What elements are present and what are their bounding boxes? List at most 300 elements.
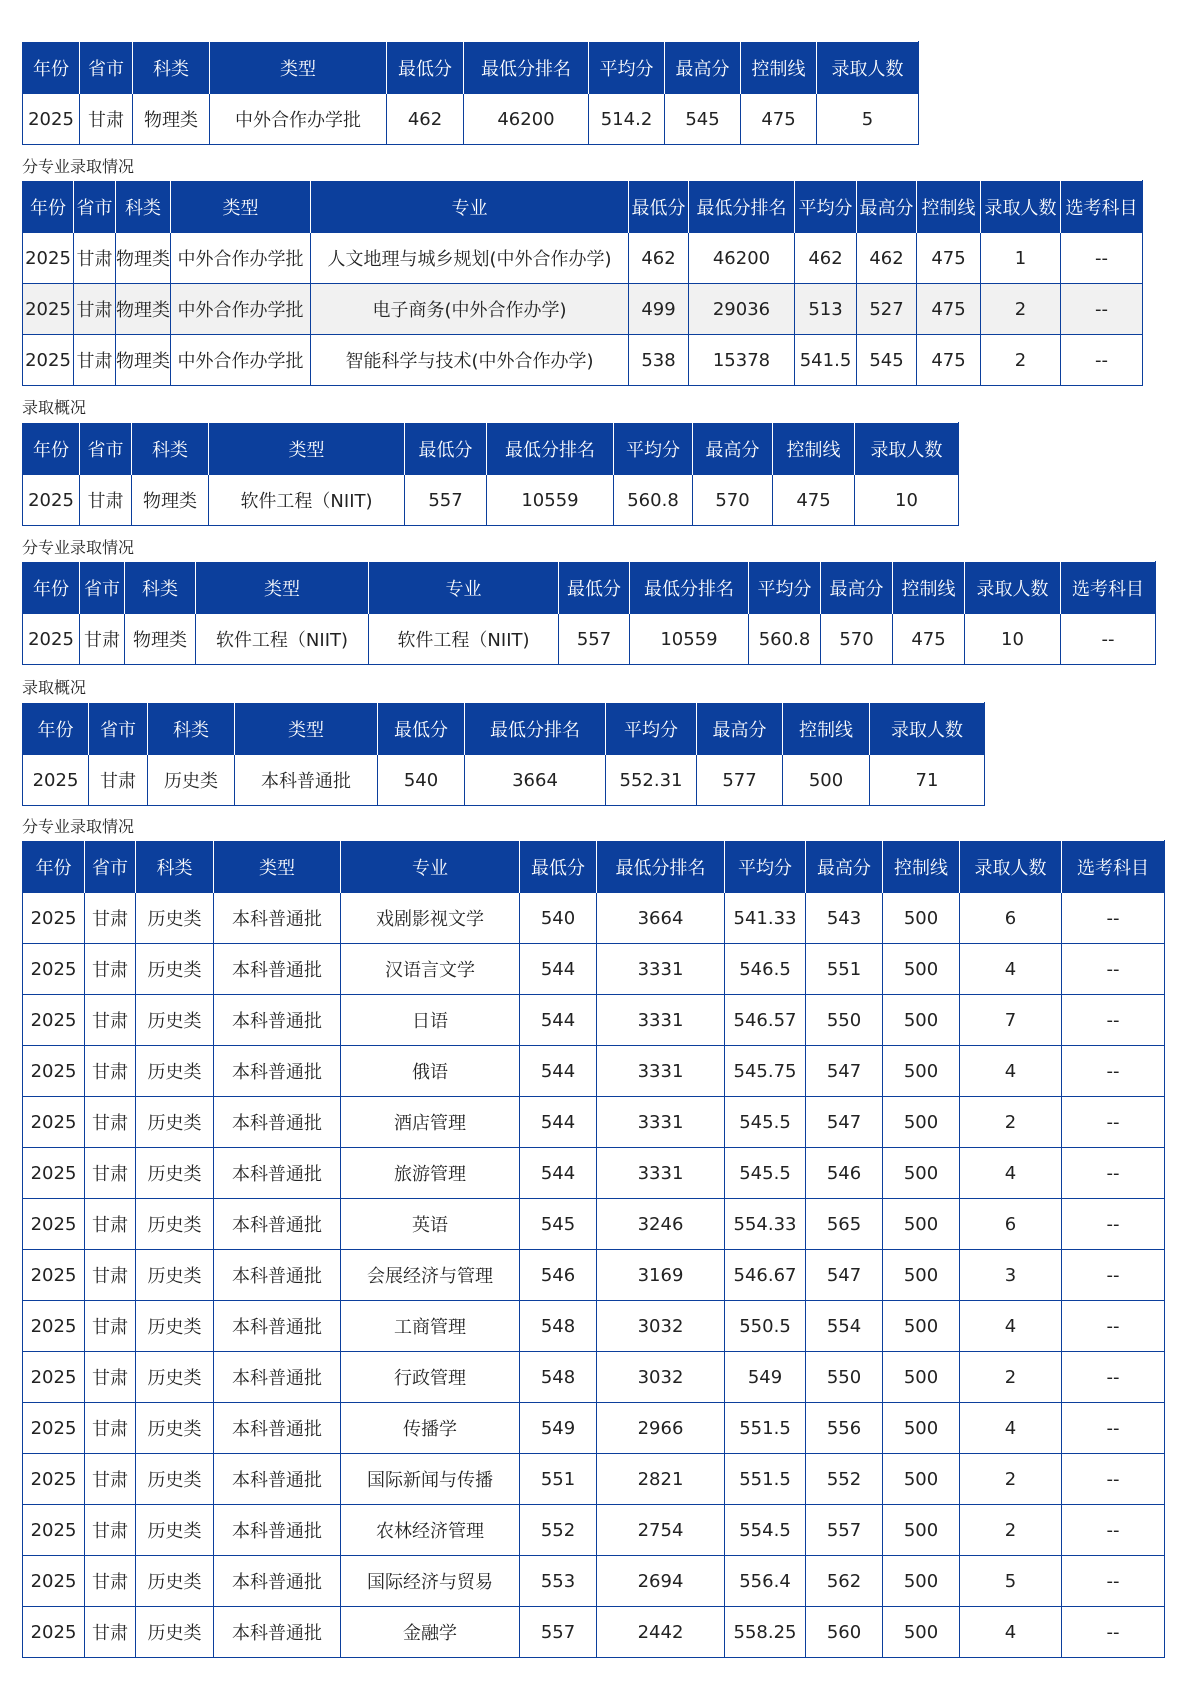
column-header: 最低分排名 [630, 562, 749, 614]
table-cell: 3032 [597, 1352, 725, 1403]
column-header: 平均分 [589, 42, 665, 94]
table-cell: 2025 [23, 944, 85, 995]
column-header: 最低分排名 [465, 703, 606, 755]
column-header: 最高分 [806, 841, 883, 893]
column-header: 专业 [369, 562, 559, 614]
table-cell: 3331 [597, 1046, 725, 1097]
table-cell: 甘肃 [85, 1556, 136, 1607]
table-cell: 546.5 [725, 944, 806, 995]
table-cell: 历史类 [136, 1097, 214, 1148]
column-header: 选考科目 [1061, 181, 1143, 233]
table-cell: 中外合作办学批 [210, 94, 387, 145]
table-cell: 物理类 [132, 475, 209, 526]
table-cell: 546 [520, 1250, 597, 1301]
table-cell: 甘肃 [80, 94, 133, 145]
table-cell: 本科普通批 [214, 1505, 341, 1556]
column-header: 年份 [23, 42, 80, 94]
table-cell: 2025 [23, 1556, 85, 1607]
column-header: 最低分 [629, 181, 689, 233]
column-header: 平均分 [749, 562, 821, 614]
table-cell: 本科普通批 [214, 1097, 341, 1148]
table-cell: 541.33 [725, 893, 806, 944]
table-cell: 本科普通批 [214, 1352, 341, 1403]
table-cell: 甘肃 [85, 1607, 136, 1658]
table-cell: 历史类 [136, 1301, 214, 1352]
table-cell: 2025 [23, 335, 74, 386]
table-cell: -- [1062, 1352, 1165, 1403]
table-cell: 71 [870, 755, 985, 806]
table-cell: 500 [883, 995, 960, 1046]
table-cell: 554.33 [725, 1199, 806, 1250]
column-header: 年份 [23, 562, 80, 614]
table-row [23, 1301, 1165, 1352]
column-header: 控制线 [917, 181, 981, 233]
column-header: 最低分 [520, 841, 597, 893]
table-cell: 本科普通批 [214, 1199, 341, 1250]
column-header: 科类 [125, 562, 196, 614]
table-cell: 6 [960, 893, 1062, 944]
table-cell: 4 [960, 1403, 1062, 1454]
column-header: 类型 [196, 562, 369, 614]
table-row [23, 1352, 1165, 1403]
table-cell: 本科普通批 [214, 1046, 341, 1097]
table-cell: 2025 [23, 94, 80, 145]
table-cell: -- [1062, 1097, 1165, 1148]
table-cell: 527 [857, 284, 917, 335]
table-cell: 10 [855, 475, 959, 526]
table-cell: 本科普通批 [214, 1556, 341, 1607]
column-header: 专业 [341, 841, 520, 893]
table-cell: 500 [883, 1148, 960, 1199]
column-header: 省市 [80, 42, 133, 94]
table-cell: -- [1062, 1301, 1165, 1352]
table-row [23, 1607, 1165, 1658]
table-cell: 5 [960, 1556, 1062, 1607]
table-cell: 540 [378, 755, 465, 806]
table-cell: -- [1062, 1148, 1165, 1199]
table-cell: 550 [806, 1352, 883, 1403]
table-cell: 历史类 [136, 944, 214, 995]
table-cell: 甘肃 [85, 1505, 136, 1556]
table-cell: 物理类 [116, 233, 171, 284]
table-cell: 本科普通批 [214, 1301, 341, 1352]
table-cell: -- [1061, 233, 1143, 284]
table-cell: 甘肃 [80, 475, 132, 526]
table-cell: 551.5 [725, 1454, 806, 1505]
column-header: 类型 [171, 181, 311, 233]
summary-table-3 [22, 702, 985, 806]
table-cell: 2025 [23, 893, 85, 944]
table-cell: -- [1061, 284, 1143, 335]
column-header: 平均分 [614, 423, 693, 475]
table-cell: 甘肃 [85, 1454, 136, 1505]
table-cell: 2025 [23, 233, 74, 284]
table-cell: 2 [960, 1352, 1062, 1403]
table-cell: 甘肃 [74, 335, 116, 386]
table-cell: 英语 [341, 1199, 520, 1250]
table-cell: 462 [387, 94, 464, 145]
table-cell: 544 [520, 1046, 597, 1097]
column-header: 最低分排名 [597, 841, 725, 893]
column-header: 录取人数 [817, 42, 919, 94]
table-cell: 557 [806, 1505, 883, 1556]
column-header: 最低分排名 [487, 423, 614, 475]
table-cell: 560.8 [749, 614, 821, 665]
table-cell: 544 [520, 944, 597, 995]
table-cell: 历史类 [136, 1454, 214, 1505]
table-cell: 560.8 [614, 475, 693, 526]
table-cell: 3331 [597, 1097, 725, 1148]
column-header: 省市 [74, 181, 116, 233]
column-header: 专业 [311, 181, 629, 233]
table-cell: 538 [629, 335, 689, 386]
table-cell: 545.75 [725, 1046, 806, 1097]
table-cell: 历史类 [136, 1607, 214, 1658]
column-header: 控制线 [741, 42, 817, 94]
table-cell: 2025 [23, 755, 89, 806]
summary-block-2 [22, 422, 959, 526]
table-cell: 545 [520, 1199, 597, 1250]
table-cell: 551 [520, 1454, 597, 1505]
table-cell: 500 [883, 1505, 960, 1556]
table-row [23, 1046, 1165, 1097]
column-header: 科类 [116, 181, 171, 233]
table-cell: 中外合作办学批 [171, 233, 311, 284]
table-cell: 物理类 [116, 284, 171, 335]
major-header-row [23, 562, 1156, 614]
column-header: 省市 [89, 703, 148, 755]
table-cell: 500 [883, 1607, 960, 1658]
table-cell: 2 [981, 335, 1061, 386]
table-cell: 540 [520, 893, 597, 944]
table-cell: 10 [965, 614, 1061, 665]
table-cell: 577 [697, 755, 783, 806]
section-title-summary-2: 录取概况 [22, 398, 87, 417]
major-table-1 [22, 180, 1143, 386]
table-cell: -- [1062, 1046, 1165, 1097]
table-cell: 传播学 [341, 1403, 520, 1454]
table-cell: 历史类 [136, 1250, 214, 1301]
table-cell: 金融学 [341, 1607, 520, 1658]
table-cell: -- [1062, 893, 1165, 944]
table-cell: 10559 [630, 614, 749, 665]
table-row [23, 1097, 1165, 1148]
table-cell: 2966 [597, 1403, 725, 1454]
table-cell: 551.5 [725, 1403, 806, 1454]
column-header: 科类 [136, 841, 214, 893]
table-cell: 2442 [597, 1607, 725, 1658]
table-cell: 552 [520, 1505, 597, 1556]
table-cell: 2 [960, 1097, 1062, 1148]
table-row [23, 944, 1165, 995]
table-cell: 500 [883, 1403, 960, 1454]
table-cell: 2 [960, 1454, 1062, 1505]
table-cell: -- [1062, 1556, 1165, 1607]
table-cell: 甘肃 [85, 1250, 136, 1301]
column-header: 科类 [132, 423, 209, 475]
table-cell: 500 [883, 893, 960, 944]
table-cell: 514.2 [589, 94, 665, 145]
table-cell: 旅游管理 [341, 1148, 520, 1199]
column-header: 选考科目 [1062, 841, 1165, 893]
table-cell: 历史类 [136, 1352, 214, 1403]
table-cell: 历史类 [136, 1505, 214, 1556]
table-cell: -- [1062, 1199, 1165, 1250]
table-cell: 544 [520, 1097, 597, 1148]
table-row [23, 335, 1143, 386]
table-cell: 550.5 [725, 1301, 806, 1352]
summary-block-1 [22, 41, 919, 145]
column-header: 最低分 [405, 423, 487, 475]
table-cell: 554 [806, 1301, 883, 1352]
table-cell: 2025 [23, 1505, 85, 1556]
table-cell: 4 [960, 1046, 1062, 1097]
table-cell: 6 [960, 1199, 1062, 1250]
column-header: 类型 [209, 423, 405, 475]
table-cell: 500 [883, 1352, 960, 1403]
table-row [23, 284, 1143, 335]
table-row [23, 1250, 1165, 1301]
summary-header-row [23, 423, 959, 475]
table-cell: 475 [917, 233, 981, 284]
table-cell: 557 [559, 614, 630, 665]
table-cell: -- [1062, 995, 1165, 1046]
table-cell: 2754 [597, 1505, 725, 1556]
table-cell: 549 [520, 1403, 597, 1454]
table-cell: 物理类 [125, 614, 196, 665]
table-cell: 日语 [341, 995, 520, 1046]
table-cell: 2821 [597, 1454, 725, 1505]
table-cell: 本科普通批 [214, 1250, 341, 1301]
column-header: 科类 [133, 42, 210, 94]
table-cell: 541.5 [795, 335, 857, 386]
table-cell: 2694 [597, 1556, 725, 1607]
column-header: 最高分 [693, 423, 773, 475]
table-cell: 475 [773, 475, 855, 526]
table-cell: 物理类 [116, 335, 171, 386]
table-cell: 中外合作办学批 [171, 284, 311, 335]
table-cell: 500 [883, 1250, 960, 1301]
table-cell: 545.5 [725, 1148, 806, 1199]
column-header: 选考科目 [1061, 562, 1156, 614]
column-header: 录取人数 [960, 841, 1062, 893]
column-header: 控制线 [783, 703, 870, 755]
table-row [23, 995, 1165, 1046]
table-row [23, 475, 959, 526]
column-header: 年份 [23, 181, 74, 233]
table-cell: 547 [806, 1250, 883, 1301]
table-cell: 462 [629, 233, 689, 284]
table-cell: 556.4 [725, 1556, 806, 1607]
summary-table-1 [22, 41, 919, 145]
table-cell: 历史类 [136, 1046, 214, 1097]
summary-header-row [23, 42, 919, 94]
major-header-row [23, 181, 1143, 233]
table-cell: 电子商务(中外合作办学) [311, 284, 629, 335]
table-cell: 475 [917, 284, 981, 335]
table-cell: 3331 [597, 995, 725, 1046]
table-cell: 549 [725, 1352, 806, 1403]
table-cell: 557 [520, 1607, 597, 1658]
table-cell: 俄语 [341, 1046, 520, 1097]
table-cell: 544 [520, 1148, 597, 1199]
table-cell: 智能科学与技术(中外合作办学) [311, 335, 629, 386]
table-cell: 7 [960, 995, 1062, 1046]
table-cell: 557 [405, 475, 487, 526]
summary-block-3 [22, 702, 985, 806]
table-cell: 548 [520, 1301, 597, 1352]
table-cell: 2025 [23, 284, 74, 335]
table-row [23, 1454, 1165, 1505]
table-cell: 甘肃 [80, 614, 125, 665]
column-header: 录取人数 [870, 703, 985, 755]
table-cell: -- [1062, 1403, 1165, 1454]
table-cell: 农林经济管理 [341, 1505, 520, 1556]
table-cell: 545 [857, 335, 917, 386]
table-cell: 本科普通批 [214, 995, 341, 1046]
major-block-2 [22, 561, 1156, 665]
table-cell: 软件工程（NIIT) [369, 614, 559, 665]
column-header: 控制线 [773, 423, 855, 475]
column-header: 最高分 [857, 181, 917, 233]
table-cell: 475 [893, 614, 965, 665]
table-cell: 3331 [597, 944, 725, 995]
column-header: 省市 [80, 423, 132, 475]
column-header: 最低分 [387, 42, 464, 94]
table-cell: 甘肃 [85, 1301, 136, 1352]
table-cell: 甘肃 [74, 284, 116, 335]
table-cell: 558.25 [725, 1607, 806, 1658]
column-header: 最高分 [821, 562, 893, 614]
column-header: 年份 [23, 703, 89, 755]
major-table-3 [22, 840, 1165, 1658]
table-cell: 2025 [23, 475, 80, 526]
table-cell: 4 [960, 1148, 1062, 1199]
column-header: 年份 [23, 841, 85, 893]
summary-header-row [23, 703, 985, 755]
table-row [23, 755, 985, 806]
summary-table-2 [22, 422, 959, 526]
table-cell: 历史类 [148, 755, 235, 806]
column-header: 年份 [23, 423, 80, 475]
table-cell: 2025 [23, 1046, 85, 1097]
table-cell: 1 [981, 233, 1061, 284]
table-cell: 历史类 [136, 893, 214, 944]
table-cell: 543 [806, 893, 883, 944]
table-cell: 570 [821, 614, 893, 665]
table-cell: 2025 [23, 614, 80, 665]
table-cell: 46200 [464, 94, 589, 145]
column-header: 最低分 [559, 562, 630, 614]
column-header: 平均分 [725, 841, 806, 893]
table-row [23, 1403, 1165, 1454]
table-cell: 500 [883, 944, 960, 995]
table-cell: 会展经济与管理 [341, 1250, 520, 1301]
column-header: 类型 [235, 703, 378, 755]
table-cell: 475 [741, 94, 817, 145]
table-cell: 历史类 [136, 995, 214, 1046]
table-cell: 软件工程（NIIT) [209, 475, 405, 526]
table-cell: 2025 [23, 1097, 85, 1148]
table-cell: 500 [883, 1199, 960, 1250]
column-header: 最低分排名 [464, 42, 589, 94]
table-cell: 行政管理 [341, 1352, 520, 1403]
column-header: 录取人数 [981, 181, 1061, 233]
table-cell: 547 [806, 1097, 883, 1148]
table-cell: 历史类 [136, 1148, 214, 1199]
table-cell: 500 [883, 1454, 960, 1505]
section-title-summary-3: 录取概况 [22, 678, 87, 697]
table-cell: 本科普通批 [214, 893, 341, 944]
table-cell: 本科普通批 [235, 755, 378, 806]
table-cell: 软件工程（NIIT) [196, 614, 369, 665]
table-cell: 462 [857, 233, 917, 284]
column-header: 控制线 [883, 841, 960, 893]
table-cell: 甘肃 [85, 1403, 136, 1454]
table-cell: 550 [806, 995, 883, 1046]
section-title-by-major-3: 分专业录取情况 [22, 817, 135, 836]
table-cell: 3664 [465, 755, 606, 806]
major-table-2 [22, 561, 1156, 665]
table-cell: 本科普通批 [214, 1454, 341, 1505]
table-cell: -- [1061, 335, 1143, 386]
table-cell: 15378 [689, 335, 795, 386]
table-cell: 甘肃 [89, 755, 148, 806]
column-header: 类型 [210, 42, 387, 94]
table-cell: 4 [960, 944, 1062, 995]
table-row [23, 1505, 1165, 1556]
table-cell: 462 [795, 233, 857, 284]
table-cell: 544 [520, 995, 597, 1046]
table-cell: -- [1062, 1607, 1165, 1658]
table-cell: 552.31 [606, 755, 697, 806]
table-cell: 甘肃 [85, 944, 136, 995]
table-cell: 工商管理 [341, 1301, 520, 1352]
table-cell: 2 [960, 1505, 1062, 1556]
major-block-3 [22, 840, 1165, 1658]
major-block-1 [22, 180, 1143, 386]
table-cell: 546.57 [725, 995, 806, 1046]
table-cell: 548 [520, 1352, 597, 1403]
table-cell: 2025 [23, 1607, 85, 1658]
table-cell: -- [1061, 614, 1156, 665]
table-cell: 2025 [23, 1199, 85, 1250]
table-cell: 2025 [23, 1352, 85, 1403]
table-cell: -- [1062, 1454, 1165, 1505]
table-cell: 556 [806, 1403, 883, 1454]
column-header: 控制线 [893, 562, 965, 614]
table-cell: 甘肃 [85, 1352, 136, 1403]
table-cell: 甘肃 [85, 1097, 136, 1148]
table-cell: 552 [806, 1454, 883, 1505]
table-cell: 2025 [23, 1403, 85, 1454]
table-cell: 汉语言文学 [341, 944, 520, 995]
table-cell: 3032 [597, 1301, 725, 1352]
table-cell: 3169 [597, 1250, 725, 1301]
table-cell: 酒店管理 [341, 1097, 520, 1148]
table-cell: 戏剧影视文学 [341, 893, 520, 944]
table-cell: 545.5 [725, 1097, 806, 1148]
major-header-row [23, 841, 1165, 893]
table-cell: 2025 [23, 1454, 85, 1505]
table-row [23, 893, 1165, 944]
table-cell: 国际新闻与传播 [341, 1454, 520, 1505]
table-cell: 500 [783, 755, 870, 806]
table-cell: 570 [693, 475, 773, 526]
table-cell: 5 [817, 94, 919, 145]
table-cell: 500 [883, 1301, 960, 1352]
table-cell: -- [1062, 1505, 1165, 1556]
